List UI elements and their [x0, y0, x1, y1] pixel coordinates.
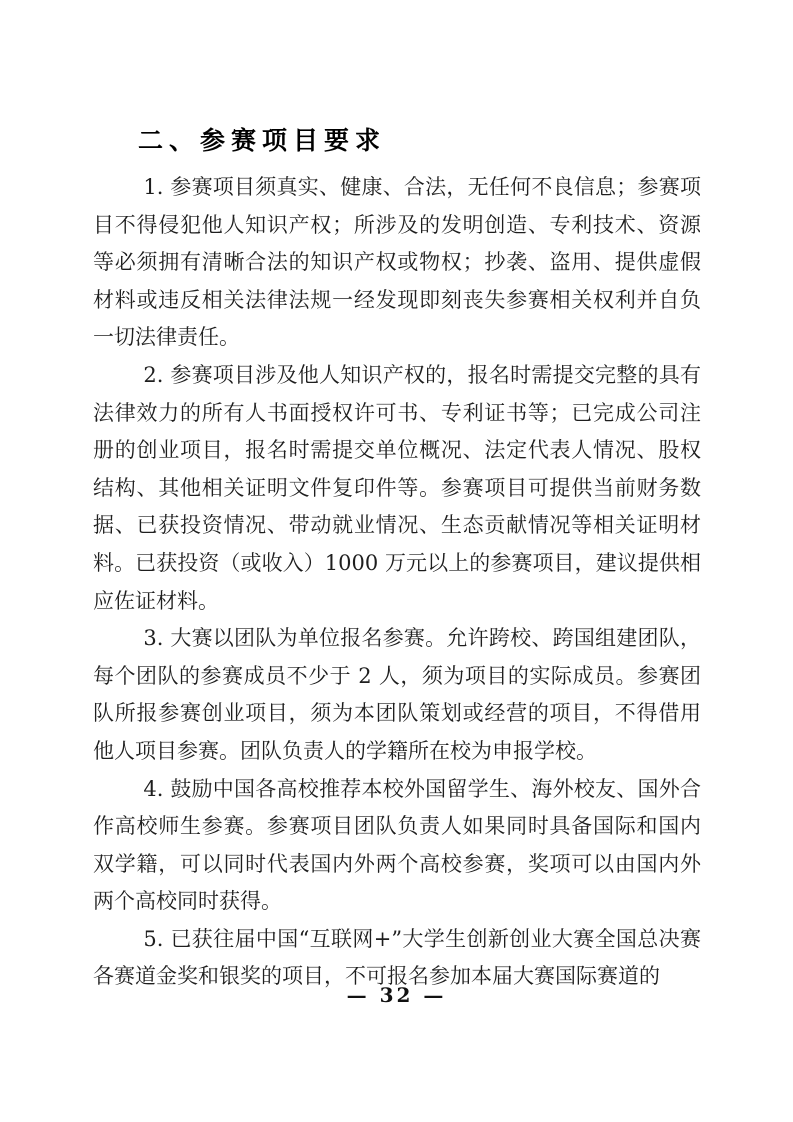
paragraph-2: 2. 参赛项目涉及他人知识产权的，报名时需提交完整的具有法律效力的所有人书面授权许可书、专利证书等；已完成公司注册的创业项目，报名时需提交单位概况、法定代表人情况、股权结构、其他相关证明文件复印件等。参赛项目可提供当前财务数据、已获投资情况、带动就业情况、生态贡献情况等相关证明材料。已获投资（或收入）1000 万元以上的参赛项目，建议提供相应佐证材料。 — [93, 362, 701, 613]
paragraph-3: 3. 大赛以团队为单位报名参赛。允许跨校、跨国组建团队，每个团队的参赛成员不少于 2 人，须为项目的实际成员。参赛团队所报参赛创业项目，须为本团队策划或经营的项目，不得借用他人项目参赛。团队负责人的学籍所在校为申报学校。 — [93, 626, 701, 763]
section-heading: 二、参赛项目要求 — [138, 126, 387, 155]
paragraph-5: 5. 已获往届中国“互联网+”大学生创新创业大赛全国总决赛各赛道金奖和银奖的项目，不可报名参加本届大赛国际赛道的 — [93, 926, 701, 989]
page-footer — [0, 983, 793, 1007]
paragraph-4: 4. 鼓励中国各高校推荐本校外国留学生、海外校友、国外合作高校师生参赛。参赛项目团队负责人如果同时具备国际和国内双学籍，可以同时代表国内外两个高校参赛，奖项可以由国内外两个高校同时获得。 — [93, 776, 701, 914]
page-content — [93, 124, 701, 996]
page-number: — 32 — — [346, 983, 447, 1007]
paragraph-1: 1. 参赛项目须真实、健康、合法，无任何不良信息；参赛项目不得侵犯他人知识产权；所涉及的发明创造、专利技术、资源等必须拥有清晰合法的知识产权或物权；抄袭、盗用、提供虚假材料或违反相关法律法规一经发现即刻丧失参赛相关权利并自负一切法律责任。 — [93, 175, 701, 350]
